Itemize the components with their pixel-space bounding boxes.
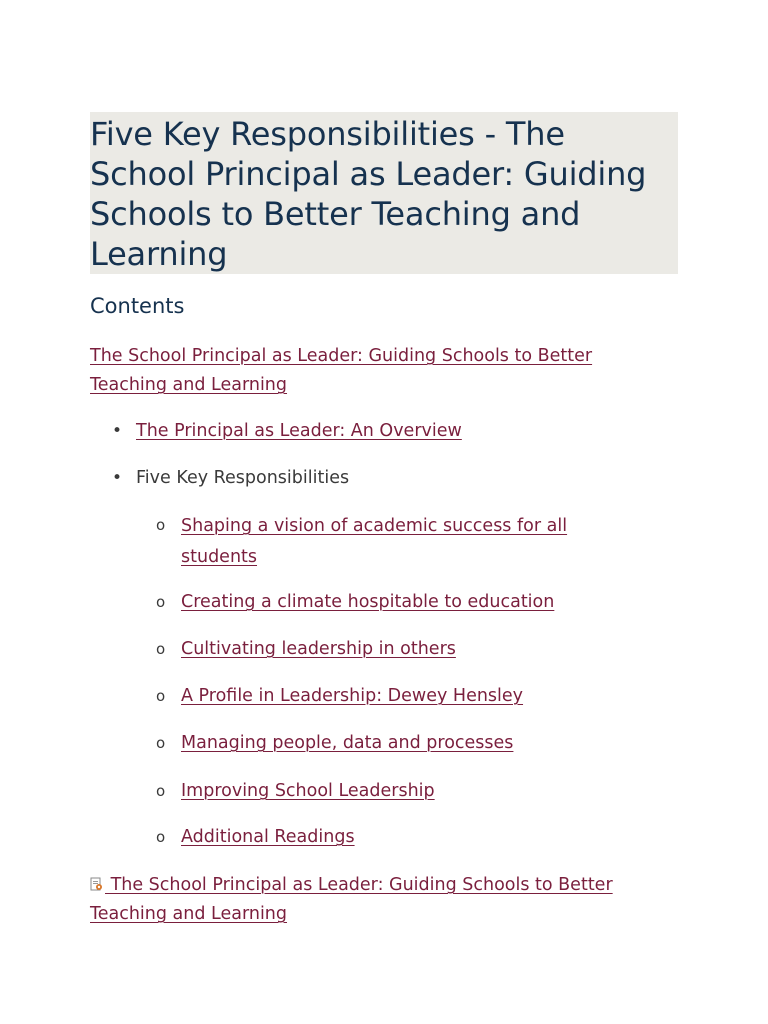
toc-subitem-readings	[181, 823, 621, 852]
toc-link-overview[interactable]: The Principal as Leader: An Overview	[136, 421, 462, 441]
bullet-icon: •	[112, 468, 123, 488]
toc-subitem-climate	[181, 588, 621, 617]
circle-bullet-icon: o	[156, 734, 166, 752]
footer-entry	[90, 871, 670, 929]
toc-link-vision[interactable]: Shaping a vision of academic success for all students	[181, 516, 568, 567]
circle-bullet-icon: o	[156, 687, 166, 705]
circle-bullet-icon: o	[156, 828, 166, 846]
toc-item-key-responsibilities: Five Key Responsibilities	[136, 468, 350, 488]
page-title: Five Key Responsibilities - The School Principal as Leader: Guiding Schools to Better Teaching and Learning	[90, 115, 647, 273]
toc-link-managing[interactable]: Managing people, data and processes	[181, 733, 514, 753]
toc-subitem-managing	[181, 729, 621, 758]
toc-subitem-improving	[181, 777, 621, 806]
toc-main-entry	[90, 342, 650, 400]
toc-subitem-profile	[181, 682, 621, 711]
toc-item-overview	[136, 417, 462, 446]
toc-link-improving[interactable]: Improving School Leadership	[181, 781, 435, 801]
toc-link-readings[interactable]: Additional Readings	[181, 827, 355, 847]
toc-link-climate[interactable]: Creating a climate hospitable to education	[181, 592, 555, 612]
footer-link[interactable]: The School Principal as Leader: Guiding Schools to Better Teaching and Learning	[90, 875, 613, 924]
toc-link-main[interactable]: The School Principal as Leader: Guiding Schools to Better Teaching and Learning	[90, 346, 593, 395]
document-link-icon[interactable]	[90, 877, 103, 891]
circle-bullet-icon: o	[156, 593, 166, 611]
toc-subitem-vision	[181, 511, 611, 573]
circle-bullet-icon: o	[156, 640, 166, 658]
bullet-icon: •	[112, 421, 123, 441]
contents-heading: Contents	[90, 294, 185, 318]
toc-link-profile[interactable]: A Profile in Leadership: Dewey Hensley	[181, 686, 524, 706]
toc-link-cultivating[interactable]: Cultivating leadership in others	[181, 639, 456, 659]
title-banner	[90, 112, 678, 274]
circle-bullet-icon: o	[156, 516, 166, 534]
toc-subitem-cultivating	[181, 635, 621, 664]
circle-bullet-icon: o	[156, 782, 166, 800]
